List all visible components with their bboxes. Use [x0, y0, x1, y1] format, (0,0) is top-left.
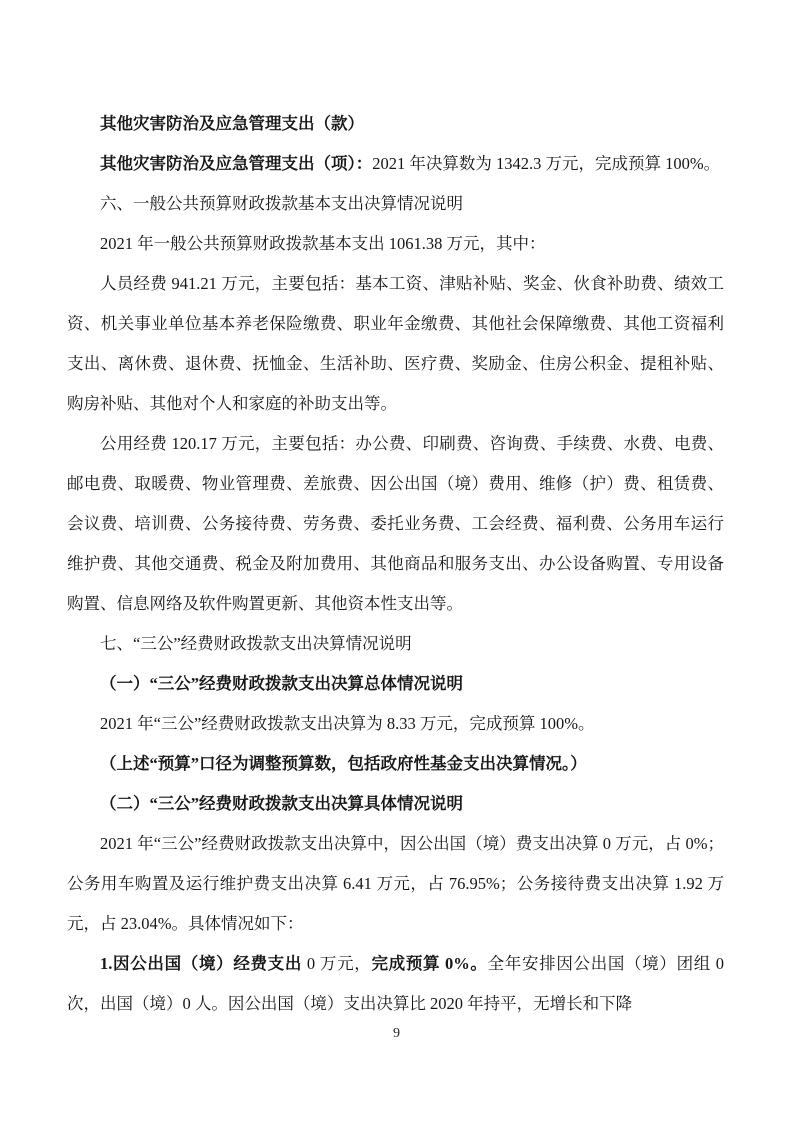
text-run: 其他灾害防治及应急管理支出（款） — [100, 114, 364, 133]
text-run: 七、“三公”经费财政拨款支出决算情况说明 — [100, 634, 412, 653]
text-run: 2021 年一般公共预算财政拨款基本支出 1061.38 万元，其中： — [100, 234, 546, 253]
para-expenditure-xiang — [67, 144, 724, 184]
subsection-heading-7-1 — [67, 664, 724, 704]
page-number: 9 — [393, 1026, 400, 1041]
section-heading-6 — [67, 184, 724, 224]
text-run: 其他灾害防治及应急管理支出（项）： — [100, 154, 373, 173]
text-run: 全年安排因公出国（境）团组 0 次，出国（境）0 人。因公出国（境）支出决算比 2020 年持平，无增长和下降 — [67, 954, 725, 1013]
text-run: 公用经费 120.17 万元，主要包括：办公费、印刷费、咨询费、手续费、水费、电费、邮电费、取暖费、物业管理费、差旅费、因公出国（境）费用、维修（护）费、租赁费、会议费、培训费、公务接待费、劳务费、委托业务费、工会经费、福利费、公务用车运行维护费、其他交通费、税金及附加费用、其他商品和服务支出、办公设备购置、专用设备购置、信息网络及软件购置更新、其他资本性支出等。 — [67, 434, 724, 613]
subhead-expenditure-kuan — [67, 104, 724, 144]
para-public-funds — [67, 424, 724, 624]
text-run: 0 万元， — [306, 954, 372, 973]
text-run: 六、一般公共预算财政拨款基本支出决算情况说明 — [100, 194, 463, 213]
para-abroad-expense — [67, 944, 724, 1024]
para-sangong-total — [67, 704, 724, 744]
text-run: 2021 年决算数为 1342.3 万元，完成预算 100%。 — [372, 154, 721, 173]
para-sangong-breakdown — [67, 824, 724, 944]
subsection-heading-7-2 — [67, 784, 724, 824]
section-heading-7 — [67, 624, 724, 664]
text-run: 2021 年“三公”经费财政拨款支出决算中，因公出国（境）费支出决算 0 万元，占 0%；公务用车购置及运行维护费支出决算 6.41 万元，占 76.95%；公务接待费支出决算 1.92 万元，占 23.04%。具体情况如下： — [67, 834, 724, 933]
text-run: （一）“三公”经费财政拨款支出决算总体情况说明 — [100, 674, 463, 693]
para-budget-caliber-note — [67, 744, 724, 784]
text-run: （上述“预算”口径为调整预算数，包括政府性基金支出决算情况。） — [100, 754, 587, 773]
text-run: 人员经费 941.21 万元，主要包括：基本工资、津贴补贴、奖金、伙食补助费、绩效工资、机关事业单位基本养老保险缴费、职业年金缴费、其他社会保障缴费、其他工资福利支出、离休费、退休费、抚恤金、生活补助、医疗费、奖励金、住房公积金、提租补贴、购房补贴、其他对个人和家庭的补助支出等。 — [67, 274, 724, 413]
para-personnel-funds — [67, 264, 724, 424]
text-run: 1.因公出国（境）经费支出 — [100, 954, 307, 973]
para-basic-expenditure-total — [67, 224, 724, 264]
document-body — [67, 104, 724, 1024]
text-run: 完成预算 0%。 — [371, 954, 488, 973]
text-run: 2021 年“三公”经费财政拨款支出决算为 8.33 万元，完成预算 100%。 — [100, 714, 595, 733]
text-run: （二）“三公”经费财政拨款支出决算具体情况说明 — [100, 794, 463, 813]
